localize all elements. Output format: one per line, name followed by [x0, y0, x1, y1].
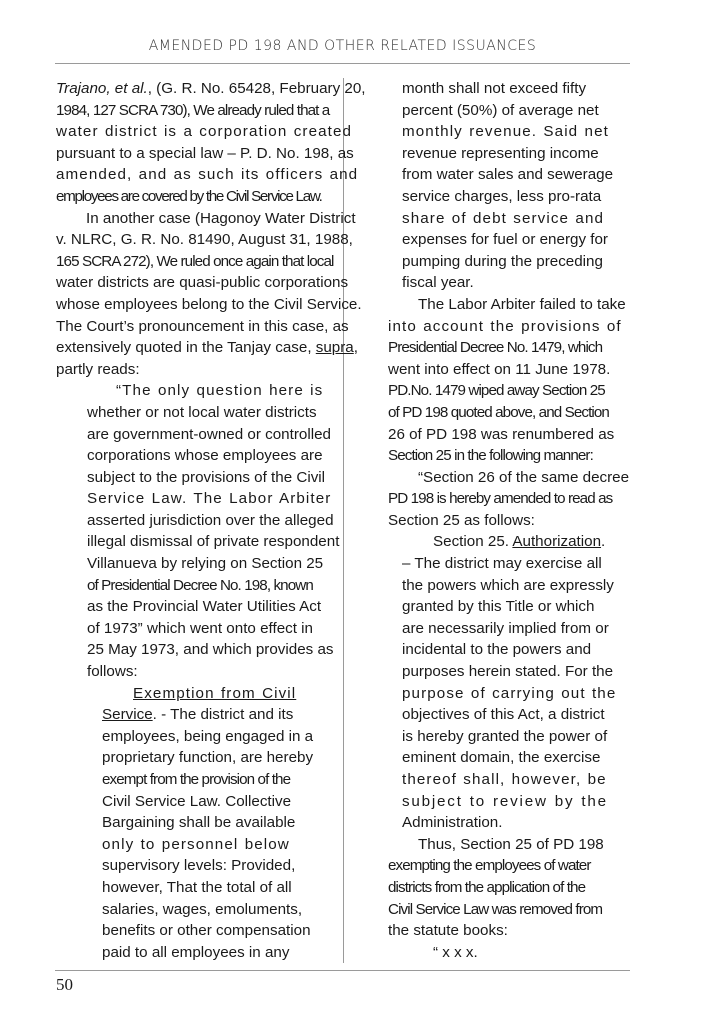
text-line: “Section 26 of the same decree: [418, 468, 630, 486]
text-line: Section 25 as follows:: [388, 511, 535, 529]
quote-line: fiscal year.: [402, 274, 474, 292]
text-line: the statute books:: [388, 922, 508, 940]
text-line: Thus, Section 25 of PD 198: [418, 835, 604, 853]
running-header: AMENDED PD 198 AND OTHER RELATED ISSUANCES: [148, 38, 537, 54]
quote-line: Administration.: [402, 814, 503, 832]
quote-line: salaries, wages, emoluments,: [102, 900, 303, 918]
quote-line: pumping during the preceding: [402, 252, 603, 270]
quote-line: Villanueva by relying on Section 25: [87, 555, 324, 573]
text-line: went into effect on 11 June 1978.: [388, 360, 611, 378]
quote-line: share of debt service and: [402, 209, 605, 227]
text-line: PD.No. 1479 wiped away Section 25: [388, 382, 605, 400]
quote-line: “The only question here is: [116, 382, 324, 400]
quote-line: objectives of this Act, a district: [402, 706, 605, 724]
page-number: 50: [56, 975, 73, 994]
text-line: water districts are quasi-public corporations: [56, 274, 349, 292]
text-line: exempting the employees of water: [388, 857, 591, 875]
quote-line: only to personnel below: [102, 835, 290, 853]
text-line: employees are covered by the Civil Service Law.: [56, 187, 322, 205]
text-line: Civil Service Law was removed from: [388, 900, 603, 918]
header-divider: [55, 63, 630, 64]
authorization-heading: Authorization: [512, 533, 602, 551]
quote-line: Exemption from Civil: [133, 684, 297, 702]
quote-line: Service Law. The Labor Arbiter: [87, 490, 332, 508]
text-line: 165 SCRA 272), We ruled once again that local: [56, 252, 334, 270]
quote-line: from water sales and sewerage: [402, 166, 614, 184]
quote-line: employees, being engaged in a: [102, 727, 314, 745]
quote-line: – The district may exercise all: [402, 555, 602, 573]
quote-line: subject to review by the: [402, 792, 608, 810]
quote-line: incidental to the powers and: [402, 641, 592, 659]
quote-line: purposes herein stated. For the: [402, 663, 614, 681]
text-line: v. NLRC, G. R. No. 81490, August 31, 1988,: [56, 231, 353, 249]
text-line: Presidential Decree No. 1479, which: [388, 339, 603, 357]
text-line: of PD 198 quoted above, and Section: [388, 403, 609, 421]
quote-line: however, That the total of all: [102, 878, 292, 896]
text-line: partly reads:: [56, 360, 140, 378]
quote-line: whether or not local water districts: [87, 403, 317, 421]
quote-line: proprietary function, are hereby: [102, 749, 314, 767]
text-line: “ x x x.: [433, 943, 478, 961]
quote-line: Section 25. Authorization.: [433, 533, 606, 551]
text-line: extensively quoted in the Tanjay case, supra,: [56, 339, 358, 357]
quote-line: granted by this Title or which: [402, 598, 595, 616]
text-line: districts from the application of the: [388, 878, 586, 896]
quote-line: exempt from the provision of the: [102, 771, 291, 788]
quote-line: paid to all employees in any: [102, 943, 290, 961]
quote-line: of Presidential Decree No. 198, known: [87, 576, 313, 594]
quote-line: month shall not exceed fifty: [402, 80, 587, 97]
quote-line: purpose of carrying out the: [402, 684, 617, 702]
quote-line: of 1973” which went onto effect in: [87, 619, 313, 637]
text-line: into account the provisions of: [388, 317, 622, 335]
quote-line: Bargaining shall be available: [102, 814, 296, 832]
quote-line: Service. - The district and its: [102, 706, 294, 724]
text-line: water district is a corporation created: [56, 123, 353, 141]
left-column: [56, 78, 366, 963]
footer-divider: [55, 970, 630, 971]
quote-line: percent (50%) of average net: [402, 101, 599, 119]
text-line: pursuant to a special law – P. D. No. 198, as: [56, 144, 354, 162]
quote-line: supervisory levels: Provided,: [102, 857, 296, 875]
quote-line: subject to the provisions of the Civil: [87, 468, 326, 486]
text-line: The Court’s pronouncement in this case, as: [56, 317, 349, 335]
text-line: whose employees belong to the Civil Service.: [56, 295, 362, 313]
quote-line: are necessarily implied from or: [402, 619, 609, 637]
quote-line: asserted jurisdiction over the alleged: [87, 511, 334, 529]
quote-line: the powers which are expressly: [402, 576, 614, 594]
quote-line: expenses for fuel or energy for: [402, 231, 608, 249]
text-line: Trajano, et al., (G. R. No. 65428, February 20,: [56, 80, 366, 97]
right-column: [388, 78, 630, 963]
quote-line: benefits or other compensation: [102, 922, 311, 940]
text-line: amended, and as such its officers and: [56, 166, 359, 184]
quote-line: corporations whose employees are: [87, 447, 323, 465]
quote-line: eminent domain, the exercise: [402, 749, 601, 767]
quote-line: Civil Service Law. Collective: [102, 792, 292, 810]
text-line: PD 198 is hereby amended to read as: [388, 490, 613, 508]
text-line: 26 of PD 198 was renumbered as: [388, 425, 615, 443]
text-line: Section 25 in the following manner:: [388, 447, 593, 465]
quote-line: is hereby granted the power of: [402, 727, 608, 745]
quote-line: thereof shall, however, be: [402, 771, 607, 788]
quote-line: 25 May 1973, and which provides as: [87, 641, 334, 659]
text-line: In another case (Hagonoy Water District: [86, 209, 356, 227]
quote-line: illegal dismissal of private respondent: [87, 533, 340, 551]
quote-line: monthly revenue. Said net: [402, 123, 609, 141]
quote-line: as the Provincial Water Utilities Act: [87, 598, 322, 616]
quote-line: follows:: [87, 663, 138, 681]
quote-line: service charges, less pro-rata: [402, 187, 602, 205]
text-line: 1984, 127 SCRA 730), We already ruled that a: [56, 101, 330, 119]
quote-line: revenue representing income: [402, 144, 599, 162]
quote-line: are government-owned or controlled: [87, 425, 331, 443]
supra-citation: supra: [315, 339, 354, 357]
text-line: The Labor Arbiter failed to take: [418, 295, 626, 313]
